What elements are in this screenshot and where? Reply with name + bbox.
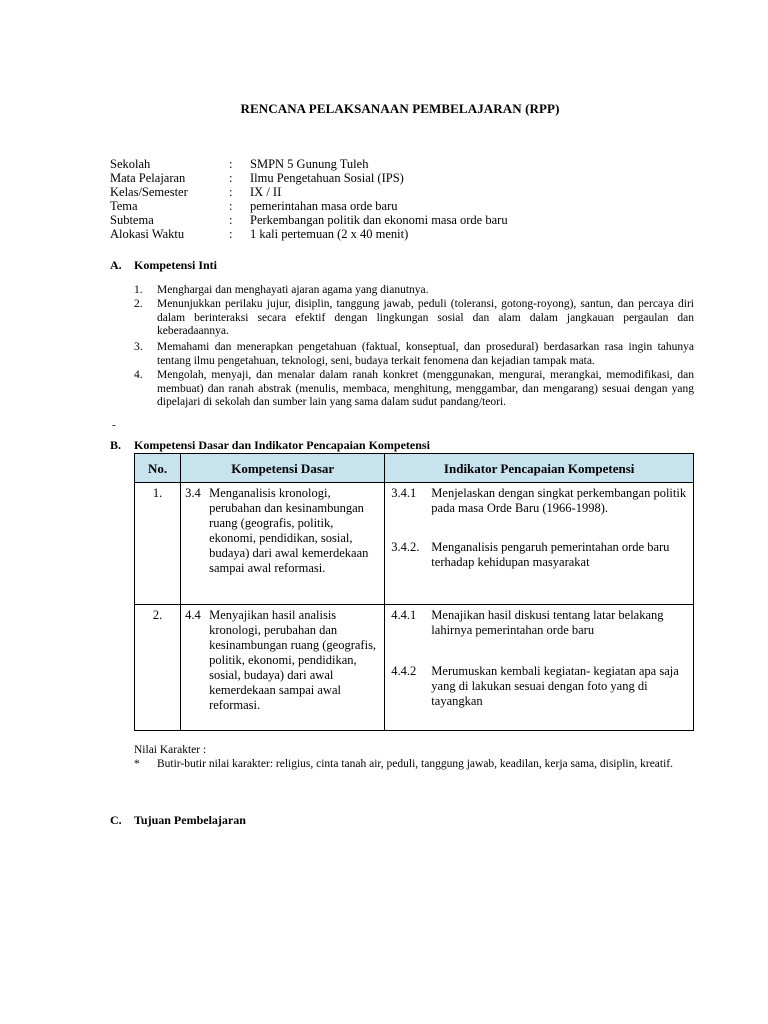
info-value: SMPN 5 Gunung Tuleh (250, 157, 369, 171)
row-number: 1. (135, 483, 181, 605)
ki-text: Memahami dan menerapkan pengetahuan (faktual, konseptual, dan prosedural) berdasarkan rasa ingin tahunya tentang ilmu pengetahuan, teknologi, seni, budaya terkait fenomena dan kejadian tampak mata. (157, 341, 694, 367)
indicator-cell (385, 483, 694, 605)
kd-cell (181, 483, 385, 605)
info-label: Sekolah (110, 157, 151, 171)
info-label: Alokasi Waktu (110, 227, 185, 241)
bullet-star: * (134, 758, 140, 770)
header-no: No. (135, 454, 181, 483)
kd-text: Menyajikan hasil analisis kronologi, perubahan dan kesinambungan ruang (geografis, politik, ekonomi, pendidikan, sosial, budaya) dari awal kemerdekaan sampai awal reformasi. (209, 608, 377, 712)
info-value: Ilmu Pengetahuan Sosial (IPS) (250, 171, 404, 185)
header-kompetensi-dasar: Kompetensi Dasar (181, 454, 385, 483)
section-title: Tujuan Pembelajaran (134, 813, 246, 827)
kd-item (185, 486, 380, 576)
kd-code: 4.4 (185, 608, 201, 622)
info-label: Kelas/Semester (110, 185, 188, 199)
section-letter: A. (110, 258, 122, 272)
kd-code: 3.4 (185, 486, 201, 500)
section-title: Kompetensi Dasar dan Indikator Pencapaian Kompetensi (134, 438, 430, 452)
section-title: Kompetensi Inti (134, 258, 218, 272)
indicator-code: 3.4.1 (391, 486, 417, 500)
info-separator: : (229, 185, 233, 199)
kd-cell (181, 605, 385, 731)
ki-number: 1. (134, 284, 143, 296)
indicator-code: 4.4.1 (391, 608, 417, 622)
nilai-karakter-text: Butir-butir nilai karakter: religius, cinta tanah air, peduli, tanggung jawab, keadilan, kerja sama, disiplin, kreatif. (157, 758, 674, 770)
info-separator: : (229, 171, 233, 185)
indicator-item (391, 486, 687, 516)
indicator-item (391, 608, 687, 638)
indicator-item (391, 664, 687, 709)
table-header-row (135, 454, 694, 483)
table-row (135, 483, 694, 605)
info-value: pemerintahan masa orde baru (250, 199, 398, 213)
document-title: RENCANA PELAKSANAAN PEMBELAJARAN (RPP) (240, 101, 560, 116)
indicator-code: 3.4.2. (391, 540, 420, 554)
indicator-item (391, 540, 687, 570)
indicator-text: Menganalisis pengaruh pemerintahan orde baru terhadap kehidupan masyarakat (431, 540, 670, 569)
ki-number: 3. (134, 341, 143, 353)
info-separator: : (229, 199, 233, 213)
indicator-code: 4.4.2 (391, 664, 417, 678)
info-label: Subtema (110, 213, 154, 227)
ki-number: 2. (134, 298, 143, 310)
info-value: IX / II (250, 185, 282, 199)
info-value: 1 kali pertemuan (2 x 40 menit) (250, 227, 409, 241)
ki-number: 4. (134, 369, 143, 381)
ki-text: Menghargai dan menghayati ajaran agama yang dianutnya. (157, 284, 429, 296)
section-letter: C. (110, 813, 122, 827)
info-separator: : (229, 213, 233, 227)
info-value: Perkembangan politik dan ekonomi masa orde baru (250, 213, 508, 227)
nilai-karakter-heading: Nilai Karakter : (134, 744, 207, 756)
kd-item (185, 608, 380, 713)
info-separator: : (229, 227, 233, 241)
section-letter: B. (110, 438, 122, 452)
info-label: Mata Pelajaran (110, 171, 186, 185)
kompetensi-table (134, 453, 694, 731)
indicator-text: Menajikan hasil diskusi tentang latar belakang lahirnya pemerintahan orde baru (431, 608, 664, 637)
indicator-text: Menjelaskan dengan singkat perkembangan politik pada masa Orde Baru (1966-1998). (431, 486, 687, 515)
table-row (135, 605, 694, 731)
indicator-text: Merumuskan kembali kegiatan- kegiatan apa saja yang di lakukan sesuai dengan foto yang di tayangkan (431, 664, 679, 708)
kd-text: Menganalisis kronologi, perubahan dan kesinambungan ruang (geografis, politik, ekonomi, pendidikan, sosial, budaya) dari awal kemerdekaan sampai awal reformasi. (209, 486, 369, 575)
info-separator: : (229, 157, 233, 171)
stray-dash: - (112, 419, 116, 431)
ki-text: Menunjukkan perilaku jujur, disiplin, tanggung jawab, peduli (toleransi, gotong-royong), santun, dan percaya diri dalam berinteraksi secara efektif dengan lingkungan sosial dan alam dalam jangkauan pergaulan dan keberadaannya. (157, 298, 694, 337)
row-number: 2. (135, 605, 181, 731)
ki-text: Mengolah, menyaji, dan menalar dalam ranah konkret (menggunakan, mengurai, merangkai, memodifikasi, dan membuat) dan ranah abstrak (menulis, membaca, menghitung, menggambar, dan mengarang) sesuai dengan yang dipelajari di sekolah dan sumber lain yang sama dalam sudut pandang/teori. (157, 369, 694, 408)
indicator-cell (385, 605, 694, 731)
header-indikator: Indikator Pencapaian Kompetensi (385, 454, 694, 483)
info-label: Tema (110, 199, 138, 213)
